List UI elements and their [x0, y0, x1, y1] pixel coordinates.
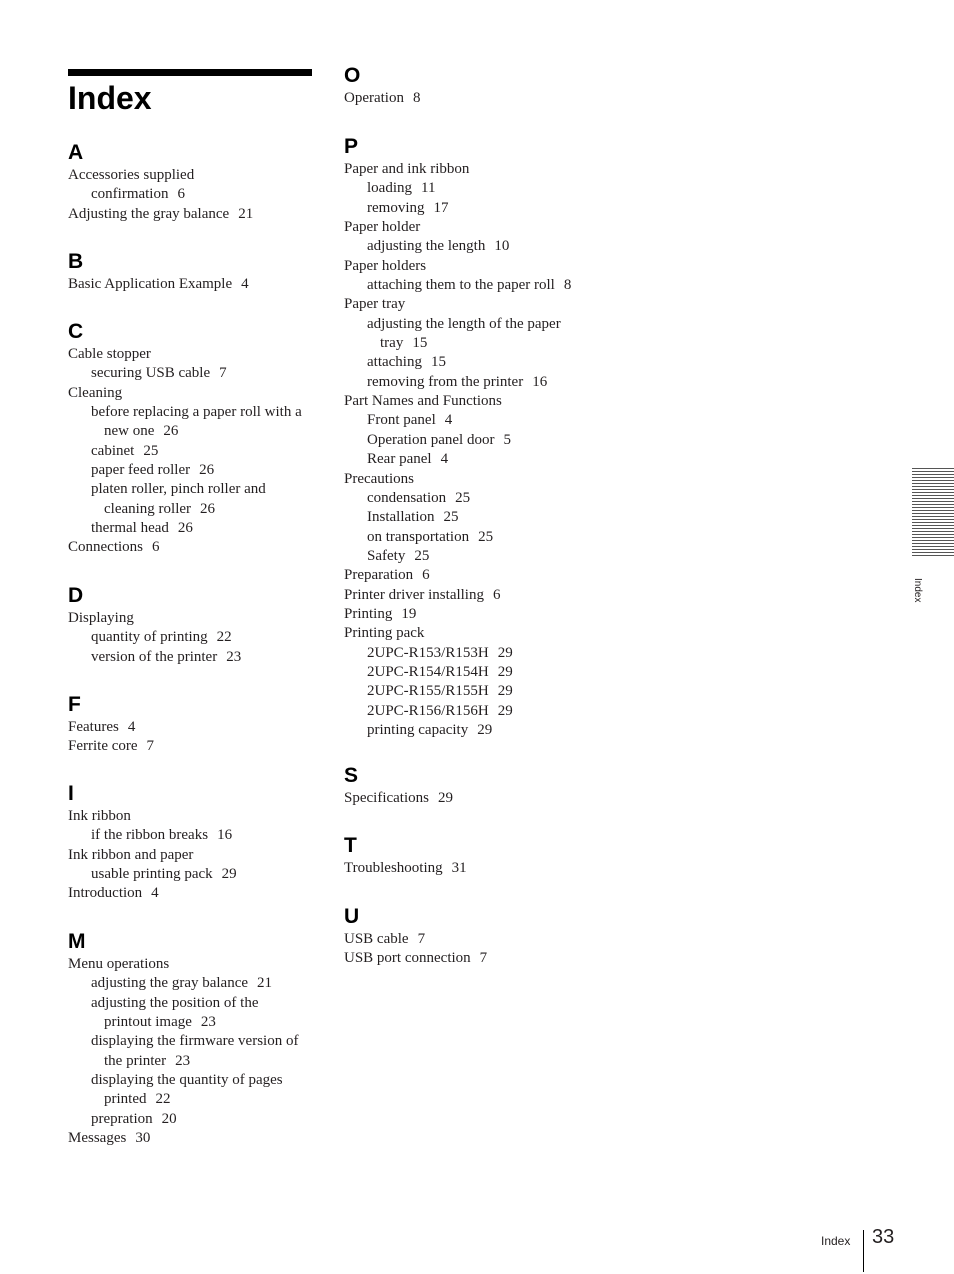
- entry-page-link[interactable]: 21: [238, 205, 254, 222]
- entry-term: Installation: [367, 509, 435, 526]
- thumb-stripe: [912, 477, 954, 478]
- entry-term: prepration: [91, 1110, 153, 1127]
- thumb-stripe: [912, 504, 954, 505]
- entry-term: Cable stopper: [68, 346, 151, 362]
- entry-term: Rear panel: [367, 451, 432, 468]
- entry-term: USB port connection: [344, 950, 471, 967]
- thumb-stripe: [912, 543, 954, 544]
- index-entry: [344, 508, 644, 527]
- index-entry: [68, 500, 318, 519]
- entry-page-link[interactable]: 6: [492, 586, 501, 603]
- entry-page-link[interactable]: 15: [412, 335, 428, 352]
- entry-term: Operation panel door: [367, 431, 495, 448]
- thumb-stripe: [912, 519, 954, 520]
- section-letter: P: [344, 135, 359, 158]
- entry-term: attaching: [367, 354, 422, 371]
- index-entry: [344, 179, 644, 198]
- entry-term: Accessories supplied: [68, 167, 195, 183]
- title-rule: [68, 69, 312, 76]
- index-entry: [344, 160, 644, 179]
- section-letter: D: [68, 584, 84, 607]
- entry-term: Troubleshooting: [344, 860, 443, 876]
- index-entry: [68, 442, 318, 461]
- entry-page-link[interactable]: 7: [479, 950, 488, 967]
- section-letter: C: [68, 320, 84, 343]
- index-entry: [344, 624, 644, 643]
- entry-term: platen roller, pinch roller and: [91, 481, 266, 498]
- entry-term: if the ribbon breaks: [91, 827, 209, 844]
- entry-term: Ink ribbon: [68, 808, 131, 824]
- index-section-s: [344, 762, 644, 808]
- section-letter: M: [68, 930, 86, 953]
- entry-page-link[interactable]: 25: [443, 509, 459, 526]
- entry-page-link[interactable]: 21: [257, 975, 273, 992]
- entry-page-link[interactable]: 31: [451, 860, 467, 876]
- index-entry: [68, 974, 318, 993]
- index-entry: [68, 718, 318, 737]
- index-entry: [68, 609, 318, 628]
- thumb-stripe: [912, 522, 954, 523]
- entry-page-link[interactable]: 4: [127, 719, 136, 735]
- index-entry: [344, 605, 644, 624]
- thumb-stripe: [912, 528, 954, 529]
- index-entry: [68, 275, 318, 294]
- entry-term: cabinet: [91, 442, 135, 459]
- index-entry: [344, 334, 644, 353]
- index-entry: [344, 373, 644, 392]
- entry-term: Printing: [344, 605, 393, 622]
- entry-term: adjusting the length of the paper: [367, 315, 561, 332]
- entry-page-link[interactable]: 16: [217, 827, 233, 844]
- index-entry: [68, 166, 318, 185]
- entry-page-link[interactable]: 7: [219, 365, 227, 382]
- entry-term: version of the printer: [91, 648, 218, 665]
- index-section-o: [344, 62, 644, 108]
- index-entry: [68, 826, 318, 845]
- entry-page-link[interactable]: 22: [216, 629, 232, 646]
- entry-page-link[interactable]: 29: [497, 683, 513, 700]
- entry-page-link[interactable]: 29: [437, 790, 453, 806]
- entry-term: Basic Application Example: [68, 276, 233, 292]
- thumb-stripe: [912, 546, 954, 547]
- thumb-stripe: [912, 486, 954, 487]
- entry-term: adjusting the position of the: [91, 994, 259, 1011]
- entry-page-link[interactable]: 7: [146, 738, 155, 755]
- index-section-i: [68, 780, 318, 904]
- index-entries: [68, 609, 318, 667]
- index-entry: [68, 1129, 318, 1148]
- entry-term: adjusting the gray balance: [91, 975, 249, 992]
- index-entry: [344, 644, 644, 663]
- entry-page-link[interactable]: 11: [421, 180, 436, 197]
- index-entries: [68, 275, 318, 294]
- entry-term: Messages: [68, 1130, 127, 1147]
- thumb-stripe: [912, 507, 954, 508]
- entry-term: the printer: [104, 1052, 167, 1069]
- entry-page-link[interactable]: 23: [175, 1052, 191, 1069]
- index-entry: [344, 663, 644, 682]
- entry-term: Specifications: [344, 790, 429, 806]
- entry-term: tray: [380, 335, 404, 352]
- entry-term: USB cable: [344, 931, 409, 947]
- index-entry: [68, 807, 318, 826]
- index-entries: [344, 160, 644, 740]
- index-section-f: [68, 691, 318, 757]
- entry-page-link[interactable]: 8: [563, 277, 572, 294]
- section-letter: U: [344, 905, 360, 928]
- entry-page-link[interactable]: 25: [414, 547, 430, 564]
- entry-page-link[interactable]: 19: [401, 605, 417, 622]
- index-section-m: [68, 928, 318, 1148]
- entry-page-link[interactable]: 6: [177, 186, 185, 203]
- entry-term: Connections: [68, 539, 143, 556]
- section-letter: S: [344, 764, 359, 787]
- entry-term: Ink ribbon and paper: [68, 846, 194, 863]
- index-entries: [344, 859, 644, 878]
- thumb-stripe: [912, 501, 954, 502]
- index-entry: [344, 89, 644, 108]
- entry-page-link[interactable]: 5: [503, 431, 511, 448]
- entry-term: printing capacity: [367, 721, 469, 738]
- index-entry: [68, 648, 318, 667]
- index-section-d: [68, 582, 318, 667]
- thumb-stripe: [912, 537, 954, 538]
- footer-section-label: Index: [821, 1234, 851, 1248]
- entry-term: paper feed roller: [91, 462, 191, 479]
- entry-term: attaching them to the paper roll: [367, 277, 555, 294]
- thumb-stripe: [912, 549, 954, 550]
- index-entry: [68, 1052, 318, 1071]
- entry-term: displaying the quantity of pages: [91, 1072, 283, 1089]
- entry-page-link[interactable]: 26: [177, 520, 193, 537]
- index-entries: [68, 166, 318, 224]
- entry-term: Menu operations: [68, 956, 170, 972]
- entry-page-link[interactable]: 10: [494, 238, 510, 255]
- index-entries: [344, 89, 644, 108]
- index-section-u: [344, 903, 644, 969]
- entry-page-link[interactable]: 7: [417, 931, 426, 947]
- index-entry: [68, 205, 318, 224]
- thumb-stripe: [912, 492, 954, 493]
- entry-term: new one: [104, 423, 155, 440]
- entry-page-link[interactable]: 4: [440, 451, 449, 468]
- entry-term: Printer driver installing: [344, 586, 484, 603]
- entry-term: Safety: [367, 547, 406, 564]
- thumb-stripe: [912, 516, 954, 517]
- entry-term: usable printing pack: [91, 866, 213, 883]
- index-section-c: [68, 318, 318, 558]
- index-entry: [344, 930, 644, 949]
- thumb-stripe: [912, 471, 954, 472]
- index-entry: [68, 994, 318, 1013]
- entry-page-link[interactable]: 15: [430, 354, 446, 371]
- entry-term: before replacing a paper roll with a: [91, 404, 302, 421]
- entry-term: 2UPC-R156/R156H: [367, 702, 489, 719]
- index-entry: [344, 237, 644, 256]
- entry-page-link[interactable]: 6: [422, 567, 430, 584]
- entry-page-link[interactable]: 22: [155, 1091, 171, 1108]
- index-entry: [344, 411, 644, 430]
- entry-page-link[interactable]: 25: [478, 528, 494, 545]
- section-letter: F: [68, 693, 81, 716]
- index-entry: [68, 185, 318, 204]
- index-entry: [344, 392, 644, 411]
- entry-term: Cleaning: [68, 384, 123, 401]
- index-entry: [344, 789, 644, 808]
- entry-term: condensation: [367, 489, 447, 506]
- entry-term: Printing pack: [344, 625, 425, 642]
- footer-divider: [863, 1230, 864, 1272]
- index-entry: [344, 470, 644, 489]
- entry-page-link[interactable]: 4: [241, 276, 249, 292]
- entry-term: Operation: [344, 90, 404, 106]
- index-entry: [68, 1032, 318, 1051]
- entry-term: Precautions: [344, 470, 414, 487]
- entry-term: Part Names and Functions: [344, 393, 502, 410]
- index-entries: [68, 345, 318, 558]
- entry-term: on transportation: [367, 528, 470, 545]
- thumb-stripe: [912, 531, 954, 532]
- section-letter: O: [344, 64, 361, 87]
- index-entry: [68, 1013, 318, 1032]
- index-entry: [344, 702, 644, 721]
- entry-term: 2UPC-R154/R154H: [367, 663, 489, 680]
- entry-term: displaying the firmware version of: [91, 1033, 299, 1050]
- thumb-tab-label: Index: [912, 578, 923, 603]
- index-entry: [344, 218, 644, 237]
- index-entry: [68, 364, 318, 383]
- entry-page-link[interactable]: 26: [199, 462, 215, 479]
- index-entries: [68, 955, 318, 1148]
- entry-term: Preparation: [344, 567, 414, 584]
- entry-page-link[interactable]: 4: [444, 412, 453, 429]
- entry-term: 2UPC-R155/R155H: [367, 683, 489, 700]
- entry-term: removing: [367, 199, 425, 216]
- index-entry: [68, 403, 318, 422]
- entry-term: printout image: [104, 1014, 192, 1031]
- index-entry: [344, 199, 644, 218]
- entry-term: Displaying: [68, 610, 134, 626]
- entry-page-link[interactable]: 26: [163, 423, 179, 440]
- entry-term: Paper holders: [344, 257, 427, 274]
- index-entry: [68, 480, 318, 499]
- index-entry: [344, 682, 644, 701]
- index-entry: [344, 949, 644, 968]
- entry-page-link[interactable]: 6: [152, 539, 160, 556]
- section-letter: A: [68, 141, 84, 164]
- entry-term: Adjusting the gray balance: [68, 205, 230, 222]
- entry-term: Introduction: [68, 885, 143, 902]
- index-entry: [68, 628, 318, 647]
- entry-term: printed: [104, 1091, 147, 1108]
- index-entry: [68, 884, 318, 903]
- page-title: Index: [68, 80, 152, 116]
- thumb-stripe: [912, 552, 954, 553]
- entry-term: Features: [68, 719, 119, 735]
- index-entry: [68, 737, 318, 756]
- entry-page-link[interactable]: 29: [221, 866, 237, 883]
- section-letter: B: [68, 250, 84, 273]
- entry-page-link[interactable]: 25: [143, 442, 159, 459]
- entry-term: securing USB cable: [91, 365, 211, 382]
- index-entry: [68, 519, 318, 538]
- entry-term: thermal head: [91, 520, 169, 537]
- index-entry: [68, 384, 318, 403]
- entry-page-link[interactable]: 23: [226, 648, 242, 665]
- thumb-stripe: [912, 483, 954, 484]
- index-entry: [68, 461, 318, 480]
- index-entry: [68, 345, 318, 364]
- page-number: 33: [872, 1226, 895, 1248]
- entry-term: removing from the printer: [367, 373, 524, 390]
- index-entry: [344, 315, 644, 334]
- section-letter: T: [344, 834, 357, 857]
- entry-page-link[interactable]: 30: [135, 1130, 151, 1147]
- index-entry: [344, 566, 644, 585]
- index-entry: [344, 276, 644, 295]
- index-entry: [68, 846, 318, 865]
- entry-page-link[interactable]: 29: [477, 721, 493, 738]
- thumb-stripe: [912, 540, 954, 541]
- entry-term: Paper tray: [344, 296, 406, 313]
- entry-term: adjusting the length: [367, 238, 486, 255]
- entry-page-link[interactable]: 8: [412, 90, 421, 106]
- index-section-t: [344, 832, 644, 878]
- index-entry: [344, 353, 644, 372]
- index-entry: [68, 955, 318, 974]
- entry-term: 2UPC-R153/R153H: [367, 644, 489, 661]
- index-section-a: [68, 139, 318, 224]
- thumb-stripe: [912, 468, 954, 469]
- index-section-b: [68, 248, 318, 294]
- index-entry: [68, 1110, 318, 1129]
- entry-page-link[interactable]: 4: [151, 885, 159, 902]
- entry-page-link[interactable]: 26: [200, 500, 216, 517]
- index-entry: [68, 538, 318, 557]
- index-entry: [344, 295, 644, 314]
- thumb-tab-marker: [912, 468, 954, 558]
- index-section-p: [344, 133, 644, 740]
- index-entry: [344, 721, 644, 740]
- entry-term: Ferrite core: [68, 738, 138, 755]
- thumb-stripe: [912, 510, 954, 511]
- section-letter: I: [68, 782, 74, 805]
- entry-page-link[interactable]: 23: [200, 1014, 216, 1031]
- thumb-stripe: [912, 474, 954, 475]
- entry-page-link[interactable]: 29: [497, 663, 513, 680]
- index-entries: [68, 718, 318, 757]
- index-entry: [344, 528, 644, 547]
- index-entry: [344, 450, 644, 469]
- index-entry: [344, 489, 644, 508]
- index-entries: [68, 807, 318, 904]
- thumb-stripe: [912, 480, 954, 481]
- thumb-stripe: [912, 555, 954, 556]
- entry-page-link[interactable]: 29: [497, 644, 513, 661]
- entry-term: Paper and ink ribbon: [344, 161, 470, 177]
- entry-page-link[interactable]: 25: [455, 489, 471, 506]
- index-entry: [68, 1071, 318, 1090]
- thumb-stripe: [912, 534, 954, 535]
- index-entry: [68, 1090, 318, 1109]
- index-entry: [344, 257, 644, 276]
- entry-term: cleaning roller: [104, 500, 192, 517]
- entry-term: confirmation: [91, 186, 169, 203]
- entry-term: Front panel: [367, 412, 436, 429]
- index-entry: [68, 865, 318, 884]
- index-entry: [344, 859, 644, 878]
- entry-term: Paper holder: [344, 219, 421, 236]
- entry-term: quantity of printing: [91, 629, 208, 646]
- thumb-stripe: [912, 513, 954, 514]
- thumb-stripe: [912, 495, 954, 496]
- index-entry: [344, 586, 644, 605]
- thumb-stripe: [912, 489, 954, 490]
- entry-page-link[interactable]: 16: [532, 373, 548, 390]
- index-entry: [344, 547, 644, 566]
- entry-term: loading: [367, 180, 412, 197]
- thumb-stripe: [912, 525, 954, 526]
- entry-page-link[interactable]: 20: [161, 1110, 177, 1127]
- index-entries: [344, 930, 644, 969]
- index-entry: [344, 431, 644, 450]
- entry-page-link[interactable]: 29: [497, 702, 513, 719]
- thumb-stripe: [912, 498, 954, 499]
- index-entry: [68, 422, 318, 441]
- index-entries: [344, 789, 644, 808]
- entry-page-link[interactable]: 17: [433, 199, 449, 216]
